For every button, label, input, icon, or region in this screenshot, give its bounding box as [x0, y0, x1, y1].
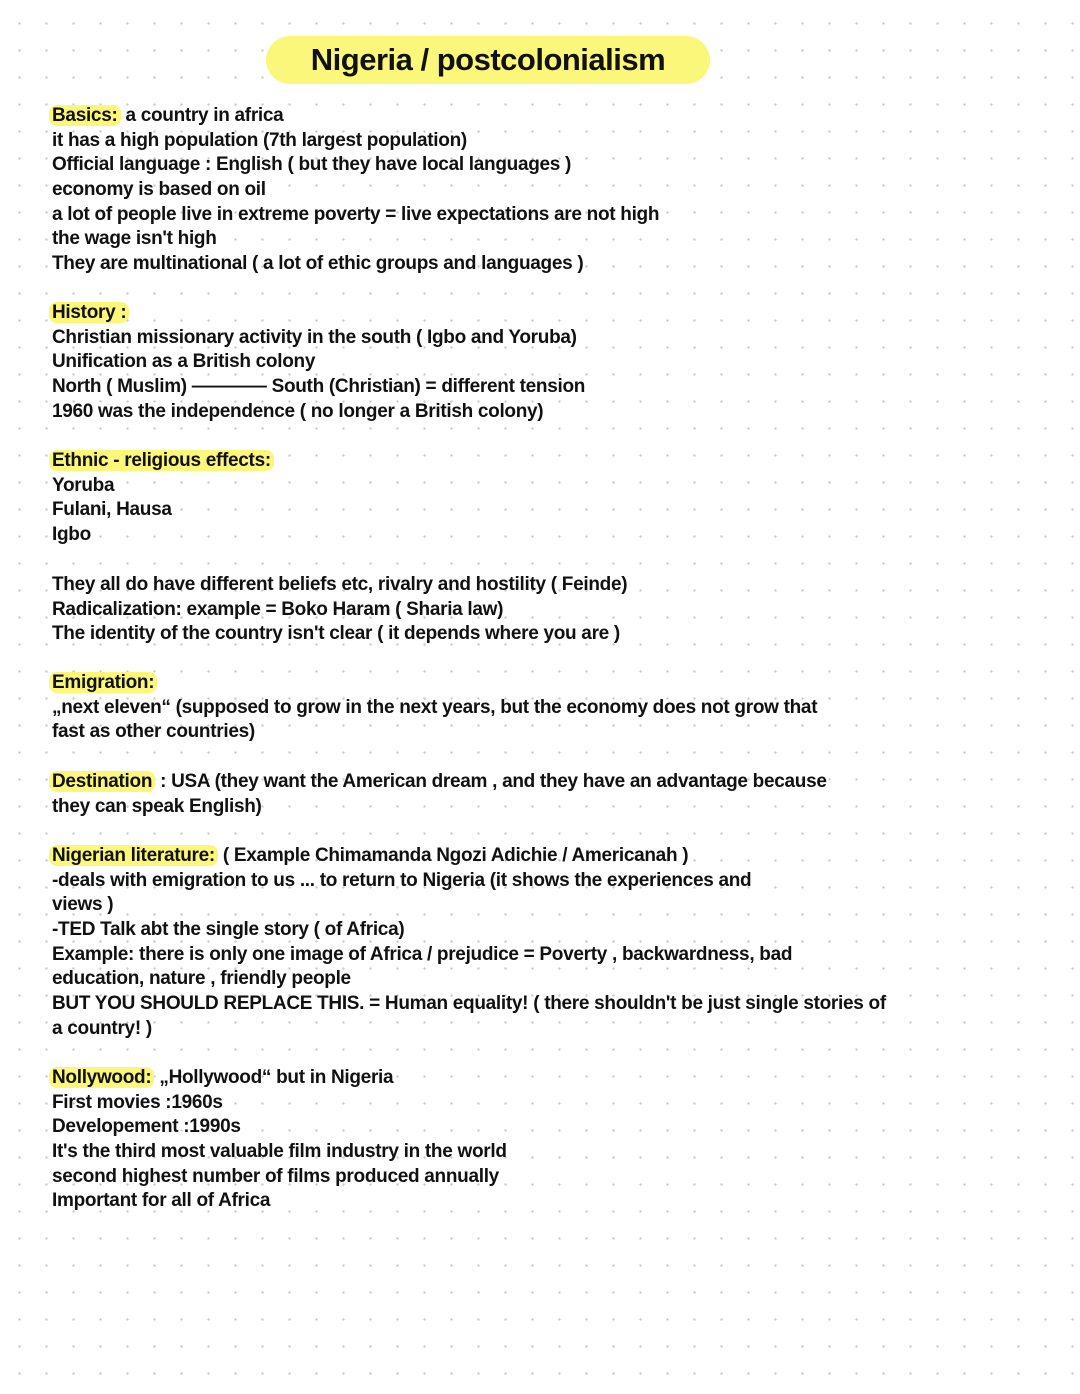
- note-line: fast as other countries): [52, 721, 255, 743]
- note-line: : USA (they want the American dream , and they have an advantage because: [155, 771, 827, 792]
- heading-ethnic: Ethnic - religious effects:: [49, 450, 274, 471]
- heading-emigration: Emigration:: [49, 672, 157, 693]
- section-emigration: [52, 671, 1012, 745]
- note-line: Christian missionary activity in the south ( Igbo and Yoruba): [52, 326, 577, 348]
- note-line: ( Example Chimamanda Ngozi Adichie / Americanah ): [217, 845, 689, 866]
- note-line: „Hollywood“ but in Nigeria: [154, 1067, 394, 1088]
- heading-basics: Basics:: [49, 105, 121, 126]
- note-line: views ): [52, 894, 114, 916]
- note-line: a country! ): [52, 1017, 152, 1039]
- note-line: They all do have different beliefs etc, rivalry and hostility ( Feinde): [52, 574, 628, 595]
- note-line: The identity of the country isn't clear ( it depends where you are ): [52, 623, 620, 645]
- note-line: second highest number of films produced annually: [52, 1165, 499, 1187]
- note-line: a lot of people live in extreme poverty = live expectations are not high: [52, 203, 660, 225]
- note-line: economy is based on oil: [52, 179, 266, 201]
- note-line: „next eleven“ (supposed to grow in the next years, but the economy does not grow that: [52, 696, 818, 718]
- note-line: Important for all of Africa: [52, 1190, 271, 1212]
- note-line: they can speak English): [52, 795, 262, 817]
- note-line: It's the third most valuable film industry in the world: [52, 1141, 507, 1163]
- note-line: it has a high population (7th largest population): [52, 129, 467, 151]
- heading-history: History :: [49, 302, 129, 323]
- section-rivalry: [52, 573, 1012, 647]
- section-nollywood: [52, 1066, 1012, 1214]
- note-line: Yoruba: [52, 474, 115, 496]
- section-basics: [52, 104, 1012, 277]
- note-line: North ( Muslim) ———— South (Christian) = different tension: [52, 376, 586, 398]
- note-line: a country in africa: [120, 105, 284, 126]
- note-line: Radicalization: example = Boko Haram ( Sharia law): [52, 598, 504, 620]
- note-line: Developement :1990s: [52, 1116, 241, 1138]
- section-history: [52, 301, 1012, 424]
- heading-destination: Destination: [49, 771, 155, 792]
- section-destination: [52, 770, 1012, 819]
- title-text: Nigeria / postcolonialism: [310, 42, 666, 77]
- note-line: education, nature , friendly people: [52, 968, 351, 990]
- note-line: the wage isn't high: [52, 228, 217, 250]
- note-line: Official language : English ( but they have local languages ): [52, 154, 572, 176]
- note-line: They are multinational ( a lot of ethic groups and languages ): [52, 253, 584, 275]
- note-line: Example: there is only one image of Africa / prejudice = Poverty , backwardness, bad: [52, 943, 793, 965]
- note-line: Igbo: [52, 524, 91, 546]
- section-literature: [52, 844, 1012, 1042]
- note-line: Fulani, Hausa: [52, 499, 172, 521]
- page-title: [266, 36, 710, 84]
- note-line: First movies :1960s: [52, 1091, 223, 1113]
- note-line: -TED Talk abt the single story ( of Africa): [52, 919, 405, 941]
- heading-nollywood: Nollywood:: [49, 1067, 154, 1088]
- section-ethnic: [52, 449, 1012, 548]
- note-line: -deals with emigration to us ... to return to Nigeria (it shows the experiences and: [52, 869, 752, 891]
- note-line: 1960 was the independence ( no longer a British colony): [52, 400, 544, 422]
- note-line: BUT YOU SHOULD REPLACE THIS. = Human equality! ( there shouldn't be just single stories of: [52, 993, 886, 1015]
- note-line: Unification as a British colony: [52, 351, 316, 373]
- heading-literature: Nigerian literature:: [49, 845, 218, 866]
